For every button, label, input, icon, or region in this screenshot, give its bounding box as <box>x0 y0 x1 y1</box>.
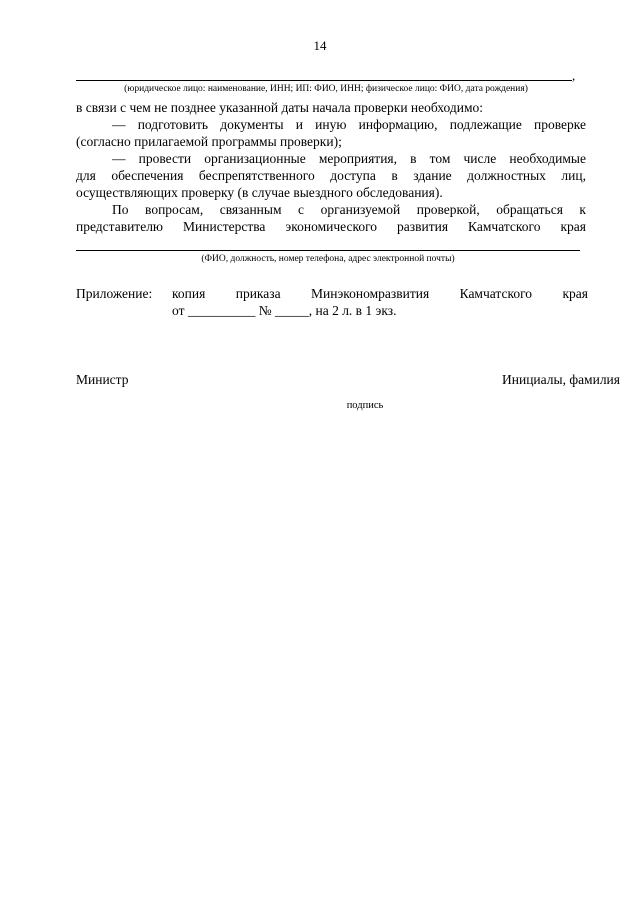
signature-label: подпись <box>346 400 384 411</box>
page-number: 14 <box>313 38 327 53</box>
signer-position: Министр <box>76 372 129 387</box>
body-paragraphs <box>76 99 586 235</box>
body-line-prepare-docs-cont: (согласно прилагаемой программы проверки); <box>76 134 342 149</box>
fill-in-line-entity <box>76 80 572 81</box>
body-line-intro: в связи с чем не позднее указанной даты начала проверки необходимо: <box>76 100 483 115</box>
representative-caption: (ФИО, должность, номер телефона, адрес электронной почты) <box>201 254 455 264</box>
body-line-org-measures: — провести организационные мероприятия, в том числе необходимые <box>112 151 586 166</box>
entity-caption: (юридическое лицо: наименование, ИНН; ИП: ФИО, ИНН; физическое лицо: ФИО, дата рождения) <box>124 84 528 94</box>
body-line-org-measures-end: осуществляющих проверку (в случае выездного обследования). <box>76 185 443 200</box>
appendix-line-1: копия приказа Минэкономразвития Камчатского края <box>172 286 588 301</box>
trailing-comma: , <box>572 68 576 83</box>
signer-name: Инициалы, фамилия <box>502 372 620 387</box>
body-line-contact-cont: представителю Министерства экономического развития Камчатского края <box>76 219 586 234</box>
fill-in-line-representative <box>76 250 580 251</box>
appendix-label: Приложение: <box>76 286 153 301</box>
body-line-contact: По вопросам, связанным с организуемой проверкой, обращаться к <box>112 202 586 217</box>
appendix-line-2: от __________ № _____, на 2 л. в 1 экз. <box>172 303 397 318</box>
body-line-prepare-docs: — подготовить документы и иную информацию, подлежащие проверке <box>112 117 586 132</box>
body-line-org-measures-cont: для обеспечения беспрепятственного доступа в здание должностных лиц, <box>76 168 586 183</box>
